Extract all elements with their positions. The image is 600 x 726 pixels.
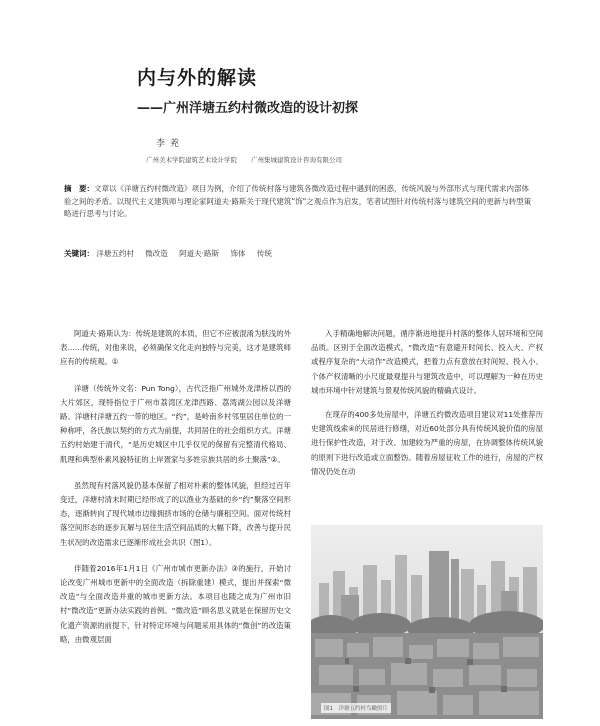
- article-title: 内与外的解读: [137, 67, 258, 89]
- aerial-photo: [311, 525, 543, 719]
- keyword: 洋塘五约村: [96, 249, 134, 258]
- author-affiliation: [146, 155, 342, 164]
- keyword: 饰体: [230, 249, 246, 258]
- body-right-column: [311, 327, 543, 491]
- affiliation-2: 广州集城建筑设计咨询有限公司: [251, 156, 342, 164]
- author-name: 李茺: [156, 139, 185, 149]
- keyword: 微改造: [145, 249, 168, 258]
- article-subtitle: ——广州洋塘五约村微改造的设计初探: [137, 101, 359, 116]
- paragraph: 虽然现有村落风貌仍基本保留了相对朴素的整体风貌，但经过百年变迁，洋塘村清末时期已经形成了的以渔业为基础的乡“约”聚落空间形态，逐渐转向了现代城市边缘拥挤市场的仓储与廉租空间。面对传统村落空间形态的逐步瓦解与居住生活空间品质的大幅下降，改善与提升民生状况的改造需求已逐渐形成社会共识（图1）。: [60, 480, 291, 547]
- figure-caption: 图1 洋塘五约村鸟瞰照片: [321, 703, 391, 713]
- abstract: [64, 183, 534, 221]
- abstract-text: 文章以《洋塘五约村微改造》项目为例，介绍了传统村落与建筑各微改造过程中遇到的困惑，传统风貌与外部形式与现代需求内部体验之间的矛盾。以现代主义建筑师与理论家阿道夫·路斯关于现代建筑“饰"之观点作为启发，笔者试图针对传统村落与建筑空间的更新与转型策略进行思考与讨论。: [64, 184, 532, 218]
- paragraph: 阿道夫·路斯认为：传统是建筑的本质，但它不应被混淆为肤浅的外表……传统，对他来说，必须确保文化走向独特与完美，这才是建筑师应有的传统观。①: [60, 329, 291, 367]
- keyword: 传统: [256, 249, 272, 258]
- abstract-label: 摘 要：: [64, 184, 94, 193]
- keywords: [64, 248, 534, 259]
- paragraph: 入手精确地解决问题，循序渐进地提升村落的整体人居环境和空间品质。区别于全面改造模式，“微改造”有意避开时间长、投入大、产权或程序复杂的“大动作”改造模式，把着力点有意放在时间短、投入小、个体产权清晰的小尺度最观提升与建筑改造中，可以理解为一种在历史城市环境中针对建筑与景观传统风貌的精确式设计。: [311, 329, 543, 395]
- keywords-label: 关键词：: [64, 249, 94, 258]
- aerial-photo-image: [311, 525, 543, 719]
- body-left-column: [60, 327, 291, 659]
- paragraph: 在现存的400多处房屋中，洋塘五约微改造项目建议对11处推荐历史建筑线索④的民居进行修缮，对近60处部分具有传统风貌价值的房屋进行保护性改造，对于改、加建较为严重的房屋，在协调整体传统风貌的原则下进行改造或立面整饬。随着房屋征收工作的进行，房屋的产权情况仍处在动: [311, 410, 543, 476]
- affiliation-1: 广州美术学院建筑艺术设计学院: [146, 156, 237, 164]
- paragraph: 伴随着2016年1月1日《广州市城市更新办法》③的施行，开始讨论改变广州城市更新中的全面改造（拆除重建）模式，提出并探索“微改造”与全面改造并重的城市更新方法。本项目也随之成为广州市旧村“微改造”更新办法实践的首例。“微改造”顾名思义就是在保留历史文化遗产资源的前提下，针对特定环境与问题采用具体的“微创”的改造策略，由微观层面: [60, 563, 291, 644]
- keyword: 阿道夫·路斯: [179, 249, 220, 258]
- paragraph: 洋塘（传统外文名：Pun Tong），古代泛指广州城外龙津桥以西的大片郊区，现特指位于广州市荔湾区龙津西路、荔湾湖公园以及洋塘路、洋塘村洋塘五约一带的地区。“约”，是岭南乡村邻里居住单位的一种称呼，各氏族以契约的方式为前提，共同居住的社会组织方式。洋塘五约村始建于清代，“是历史城区中几乎仅见的保留有完整清代格局、肌理和典型朴素风貌特征的上岸疍家与多姓宗族共居的乡土聚落”②。: [60, 383, 291, 464]
